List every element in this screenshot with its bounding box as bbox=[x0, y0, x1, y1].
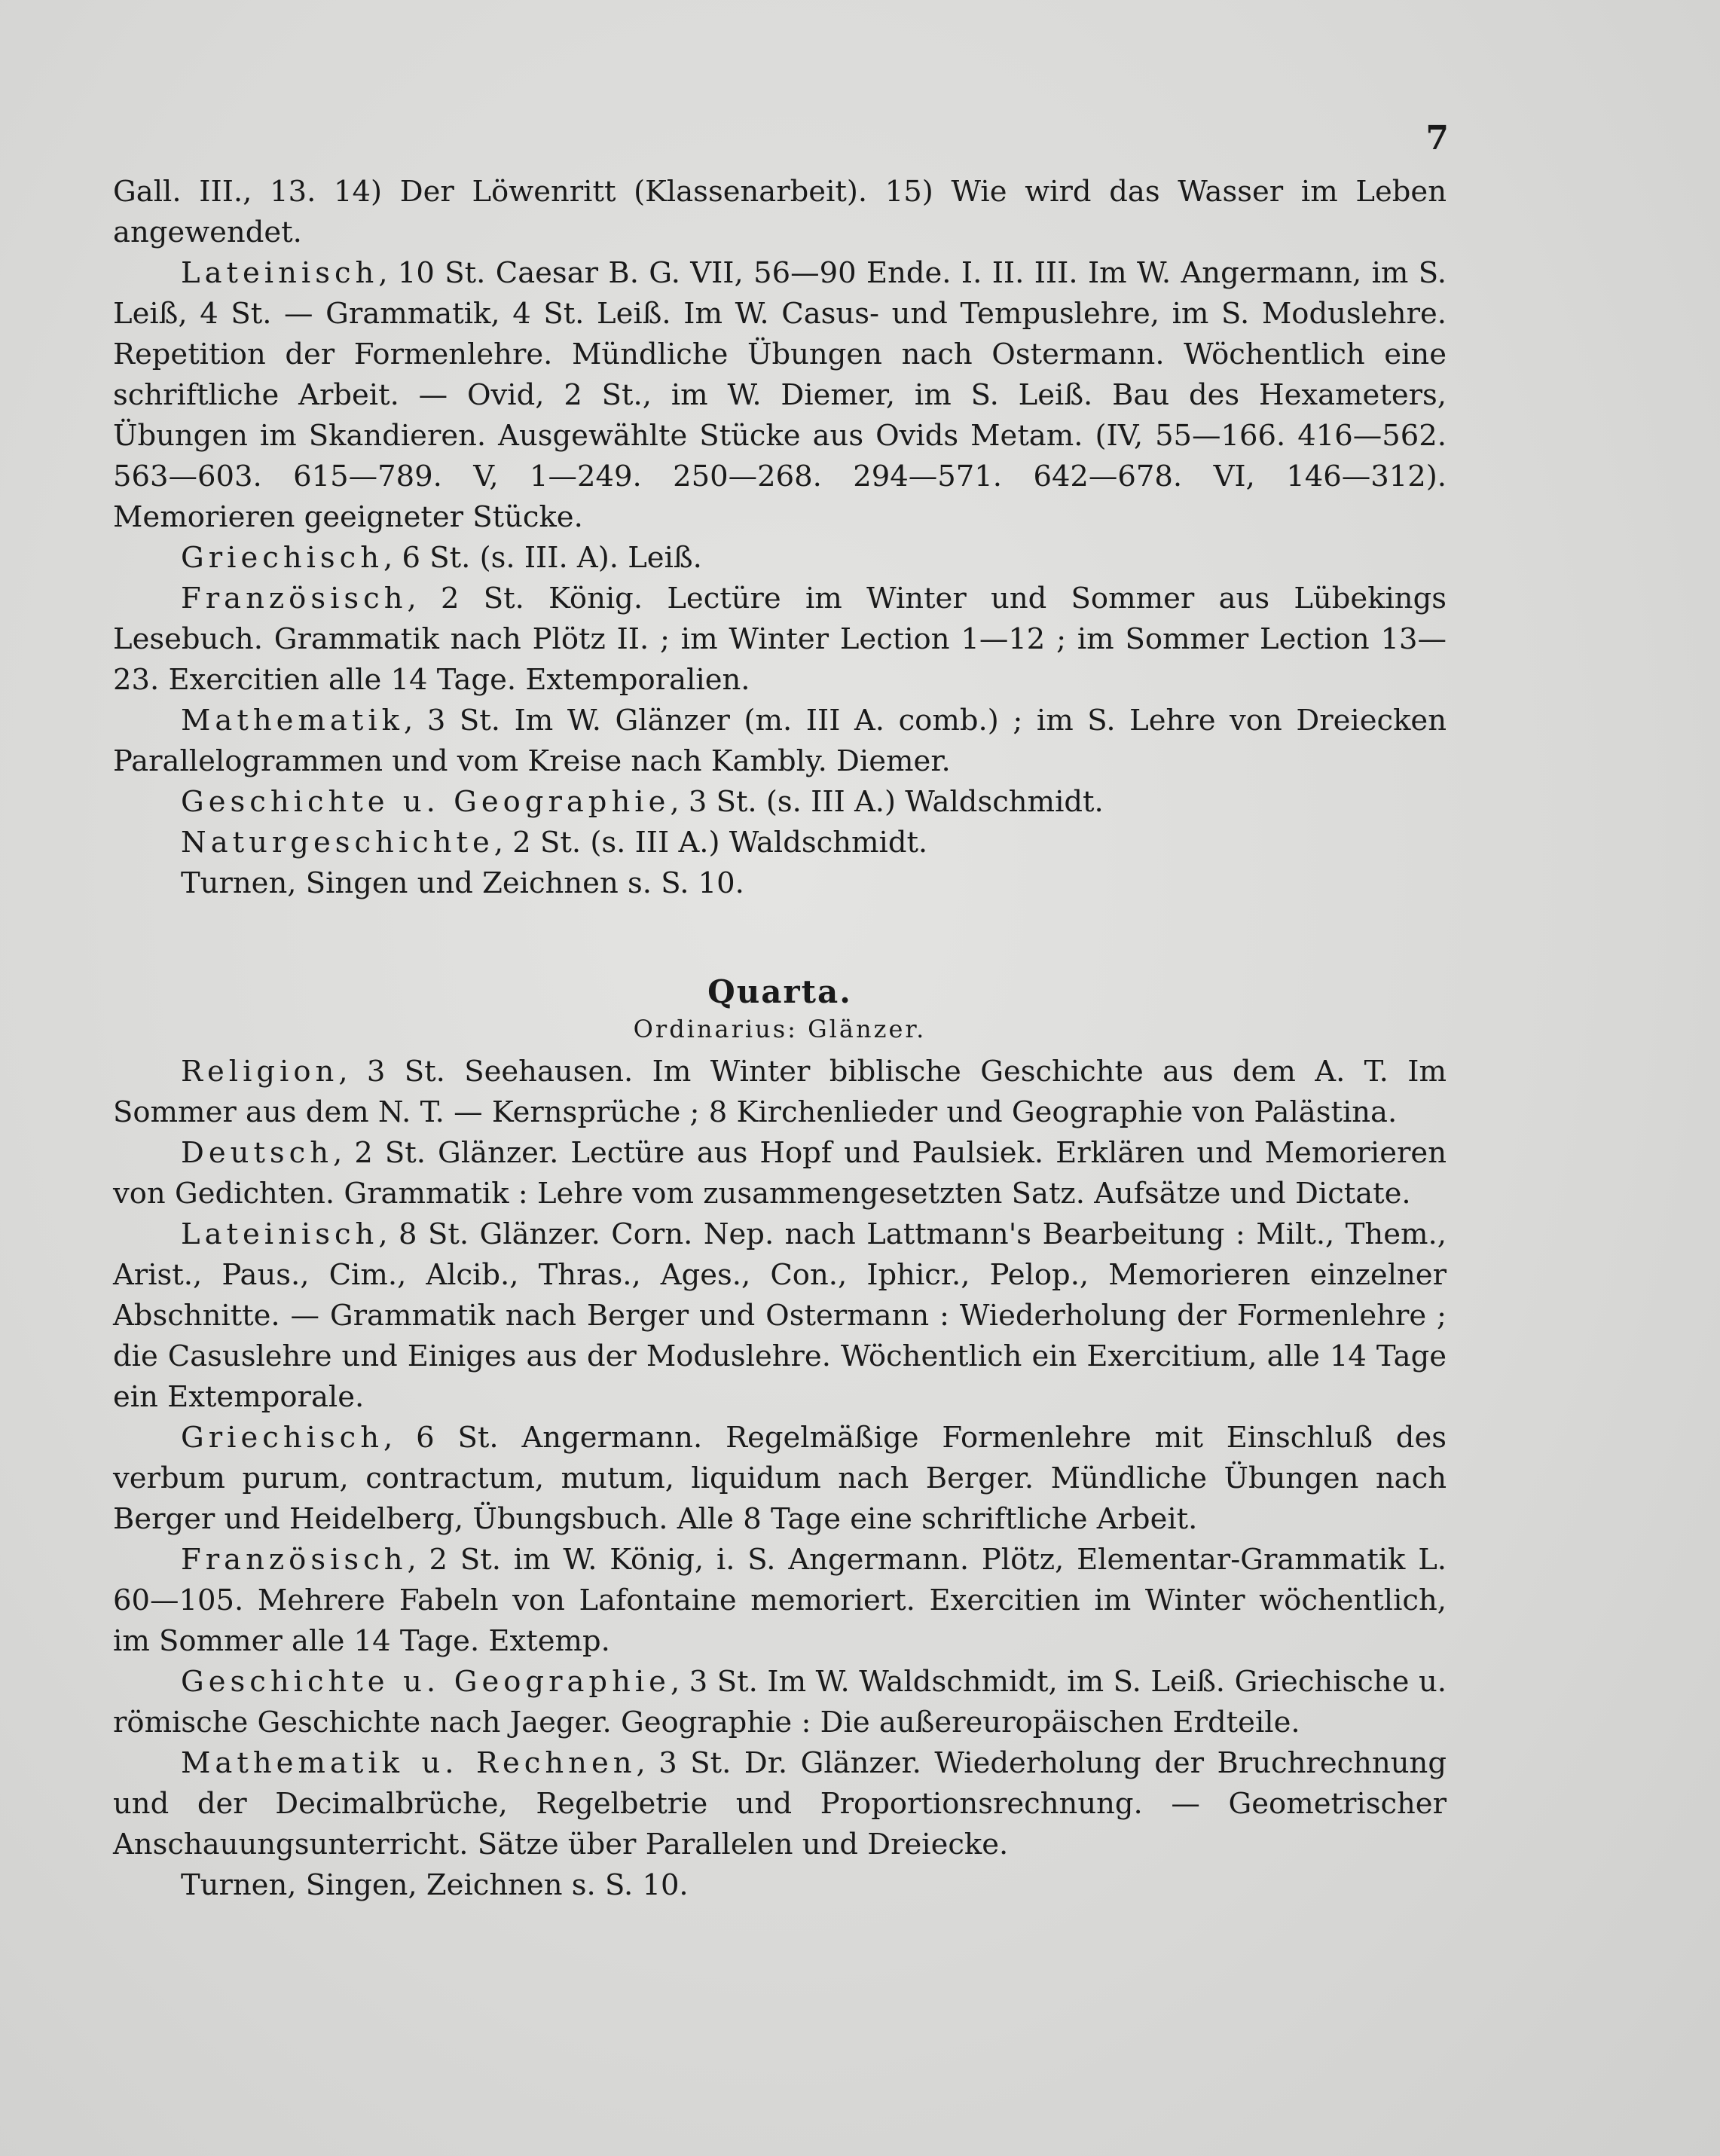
subject-heading: Französisch bbox=[181, 1543, 408, 1577]
paragraph-lateinisch: Lateinisch, 8 St. Glänzer. Corn. Nep. nach Lattmann's Bearbeitung : Milt., Them., Arist., Paus., Cim., Alcib., Thras., Ages., Con., Iphicr., Pelop., Memorieren einzelner Abschnitte. — Grammatik nach Berger und Ostermann : Wiederholung der Formenlehre ; die Casuslehre und Einiges aus der Moduslehre. Wöchentlich ein Exercitium, alle 14 Tage ein Extemporale. bbox=[113, 1217, 1447, 1414]
paragraph-turnen-prev: Turnen, Singen und Zeichnen s. S. 10. bbox=[181, 866, 744, 900]
section-title: Quarta. bbox=[707, 973, 852, 1010]
paragraph-deutsch: Deutsch, 2 St. Glänzer. Lectüre aus Hopf und Paulsiek. Erklären und Memorieren von Gedichten. Grammatik : Lehre vom zusammengesetzten Satz. Aufsätze und Dictate. bbox=[113, 1136, 1447, 1211]
paragraph-griechisch-prev: Griechisch, 6 St. (s. III. A). Leiß. bbox=[181, 541, 702, 575]
subject-heading: Religion bbox=[181, 1055, 339, 1089]
page-body bbox=[113, 172, 1447, 1906]
subject-heading: Lateinisch bbox=[181, 1217, 379, 1251]
paragraph-franzoesisch: Französisch, 2 St. im W. König, i. S. Angermann. Plötz, Elementar-Grammatik L. 60—105. Mehrere Fabeln von Lafontaine memoriert. Exercitien im Winter wöchentlich, im Sommer alle 14 Tage. Extemp. bbox=[113, 1543, 1447, 1658]
section-subtitle: Ordinarius: Glänzer. bbox=[633, 1015, 927, 1043]
subject-heading: Griechisch bbox=[181, 1421, 384, 1455]
paragraph-franzoesisch-prev: Französisch, 2 St. König. Lectüre im Winter und Sommer aus Lübekings Lesebuch. Grammatik nach Plötz II. ; im Winter Lection 1—12 ; im Sommer Lection 13—23. Exercitien alle 14 Tage. Extemporalien. bbox=[113, 582, 1447, 697]
subject-heading: Deutsch bbox=[181, 1136, 334, 1170]
subject-heading: Naturgeschichte bbox=[181, 826, 494, 860]
subject-heading: Geschichte u. Geographie bbox=[181, 1665, 671, 1699]
paragraph-deutsch-continued: Gall. III., 13. 14) Der Löwenritt (Klassenarbeit). 15) Wie wird das Wasser im Leben angewendet. bbox=[113, 175, 1447, 249]
paragraph-geschichte: Geschichte u. Geographie, 3 St. Im W. Waldschmidt, im S. Leiß. Griechische u. römische Geschichte nach Jaeger. Geographie : Die außereuropäischen Erdteile. bbox=[113, 1665, 1447, 1739]
subject-heading: Mathematik u. Rechnen bbox=[181, 1746, 637, 1780]
paragraph-turnen: Turnen, Singen, Zeichnen s. S. 10. bbox=[181, 1868, 689, 1902]
subject-heading: Geschichte u. Geographie bbox=[181, 785, 671, 819]
paragraph-lateinisch-prev: Lateinisch, 10 St. Caesar B. G. VII, 56—90 Ende. I. II. III. Im W. Angermann, im S. Leiß, 4 St. — Grammatik, 4 St. Leiß. Im W. Casus- und Tempuslehre, im S. Moduslehre. Repetition der Formenlehre. Mündliche Übungen nach Ostermann. Wöchentlich eine schriftliche Arbeit. — Ovid, 2 St., im W. Diemer, im S. Leiß. Bau des Hexameters, Übungen im Skandieren. Ausgewählte Stücke aus Ovids Metam. (IV, 55—166. 416—562. 563—603. 615—789. V, 1—249. 250—268. 294—571. 642—678. VI, 146—312). Memorieren geeigneter Stücke. bbox=[113, 256, 1447, 534]
subject-heading: Mathematik bbox=[181, 704, 405, 737]
paragraph-mathematik-prev: Mathematik, 3 St. Im W. Glänzer (m. III A. comb.) ; im S. Lehre von Dreiecken Parallelogrammen und vom Kreise nach Kambly. Diemer. bbox=[113, 704, 1447, 778]
subject-heading: Griechisch bbox=[181, 541, 384, 575]
paragraph-religion: Religion, 3 St. Seehausen. Im Winter biblische Geschichte aus dem A. T. Im Sommer aus dem N. T. — Kernsprüche ; 8 Kirchenlieder und Geographie von Palästina. bbox=[113, 1055, 1447, 1129]
page-number: 7 bbox=[1425, 119, 1449, 157]
paragraph-naturgeschichte-prev: Naturgeschichte, 2 St. (s. III A.) Waldschmidt. bbox=[181, 826, 928, 860]
subject-heading: Lateinisch bbox=[181, 256, 379, 290]
subject-heading: Französisch bbox=[181, 582, 408, 615]
paragraph-geschichte-prev: Geschichte u. Geographie, 3 St. (s. III A.) Waldschmidt. bbox=[181, 785, 1104, 819]
paragraph-mathematik: Mathematik u. Rechnen, 3 St. Dr. Glänzer. Wiederholung der Bruchrechnung und der Decimalbrüche, Regelbetrie und Proportionsrechnung. — Geometrischer Anschauungsunterricht. Sätze über Parallelen und Dreiecke. bbox=[113, 1746, 1447, 1861]
paragraph-griechisch: Griechisch, 6 St. Angermann. Regelmäßige Formenlehre mit Einschluß des verbum purum, contractum, mutum, liquidum nach Berger. Mündliche Übungen nach Berger und Heidelberg, Übungsbuch. Alle 8 Tage eine schriftliche Arbeit. bbox=[113, 1421, 1447, 1536]
